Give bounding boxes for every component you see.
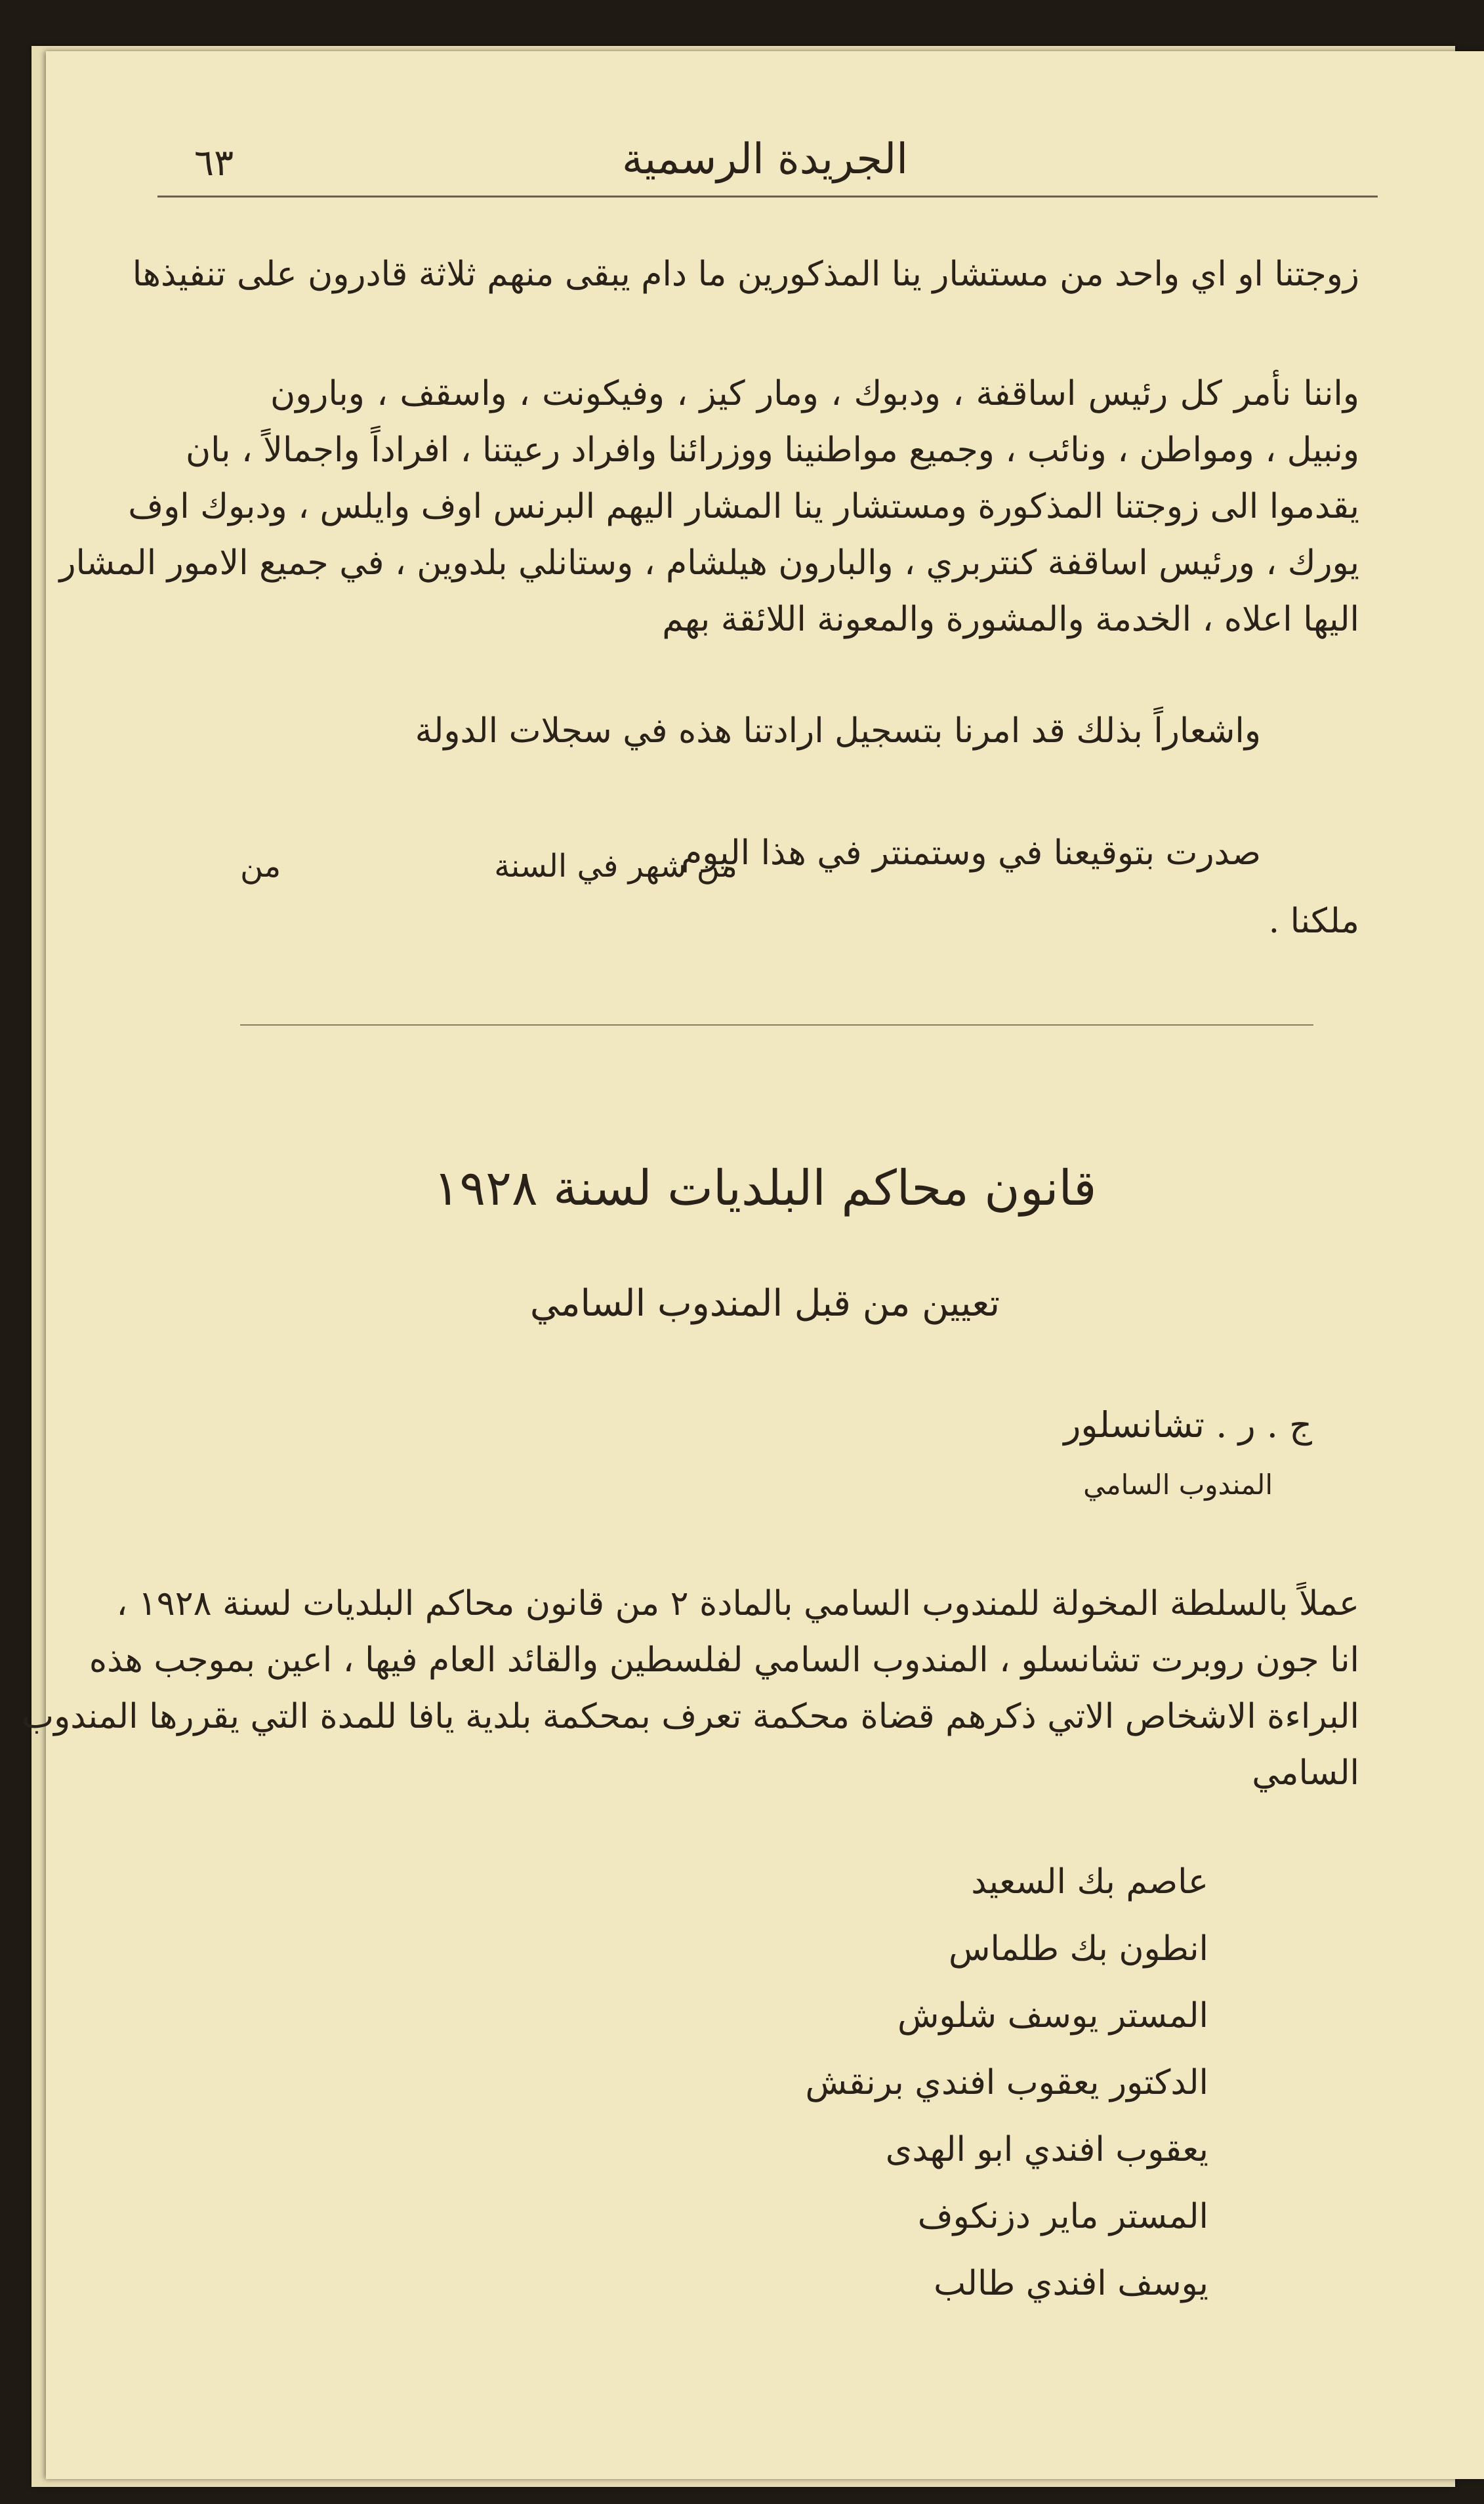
page-header-title: الجريدة الرسمية <box>621 135 909 184</box>
section-divider <box>240 1024 1313 1026</box>
proclamation-para-2-line-4: يورك ، ورئيس اساقفة كنتربري ، والبارون هيلشام ، وستانلي بلدوين ، في جميع الامور المشار <box>59 543 1359 583</box>
appointee-item: يوسف افندي طالب <box>934 2264 1208 2303</box>
law-body-line-3: البراءة الاشخاص الاتي ذكرهم قضاة محكمة تعرف بمحكمة بلدية يافا للمدة التي يقررها المندوب <box>22 1697 1359 1736</box>
signature-name: ج . ر . تشانسلور <box>1063 1404 1312 1446</box>
law-title: قانون محاكم البلديات لسنة ١٩٢٨ <box>433 1160 1097 1217</box>
appointee-item: عاصم بك السعيد <box>971 1862 1208 1902</box>
header-divider <box>157 196 1378 198</box>
appointee-item: انطون بك طلماس <box>949 1929 1208 1969</box>
appointee-item: المستر ماير دزنكوف <box>917 2197 1208 2236</box>
law-body-line-1: عملاً بالسلطة المخولة للمندوب السامي بالمادة ٢ من قانون محاكم البلديات لسنة ١٩٢٨ ، <box>116 1584 1359 1623</box>
proclamation-para-2-line-2: ونبيل ، ومواطن ، ونائب ، وجميع مواطنينا ووزرائنا وافراد رعيتنا ، افراداً واجمالاً ، بان <box>185 430 1359 470</box>
page-number: ٦٣ <box>194 142 234 184</box>
signature-title: المندوب السامي <box>1083 1469 1273 1501</box>
law-body-line-2: انا جون روبرت تشانسلو ، المندوب السامي لفلسطين والقائد العام فيها ، اعين بموجب هذه <box>89 1640 1359 1680</box>
document-page <box>22 51 1484 2479</box>
proclamation-para-2-line-1: واننا نأمر كل رئيس اساقفة ، ودبوك ، ومار كيز ، وفيكونت ، واسقف ، وبارون <box>270 374 1359 413</box>
issued-text-part-3: من <box>240 848 281 885</box>
appointee-item: الدكتور يعقوب افندي برنقش <box>805 2063 1208 2102</box>
law-body-line-4: السامي <box>1252 1753 1359 1793</box>
proclamation-para-2-line-3: يقدموا الى زوجتنا المذكورة ومستشار ينا المشار اليهم البرنس اوف وايلس ، ودبوك اوف <box>128 487 1359 526</box>
proclamation-para-2-line-5: اليها اعلاه ، الخدمة والمشورة والمعونة اللائقة بهم <box>662 600 1359 639</box>
proclamation-line-1: زوجتنا او اي واحد من مستشار ينا المذكورين ما دام يبقى منهم ثلاثة قادرون على تنفيذها <box>132 255 1359 294</box>
proclamation-para-3: واشعاراً بذلك قد امرنا بتسجيل ارادتنا هذه في سجلات الدولة <box>415 711 1261 751</box>
issued-text-part-4: ملكنا . <box>1268 902 1359 941</box>
issued-text-part-2: من شهر في السنة <box>494 848 737 885</box>
appointee-item: يعقوب افندي ابو الهدى <box>885 2130 1208 2169</box>
law-subtitle: تعيين من قبل المندوب السامي <box>529 1282 1000 1325</box>
appointee-item: المستر يوسف شلوش <box>897 1996 1208 2035</box>
issued-text-part-1: صدرت بتوقيعنا في وستمنتر في هذا اليوم <box>681 833 1261 873</box>
